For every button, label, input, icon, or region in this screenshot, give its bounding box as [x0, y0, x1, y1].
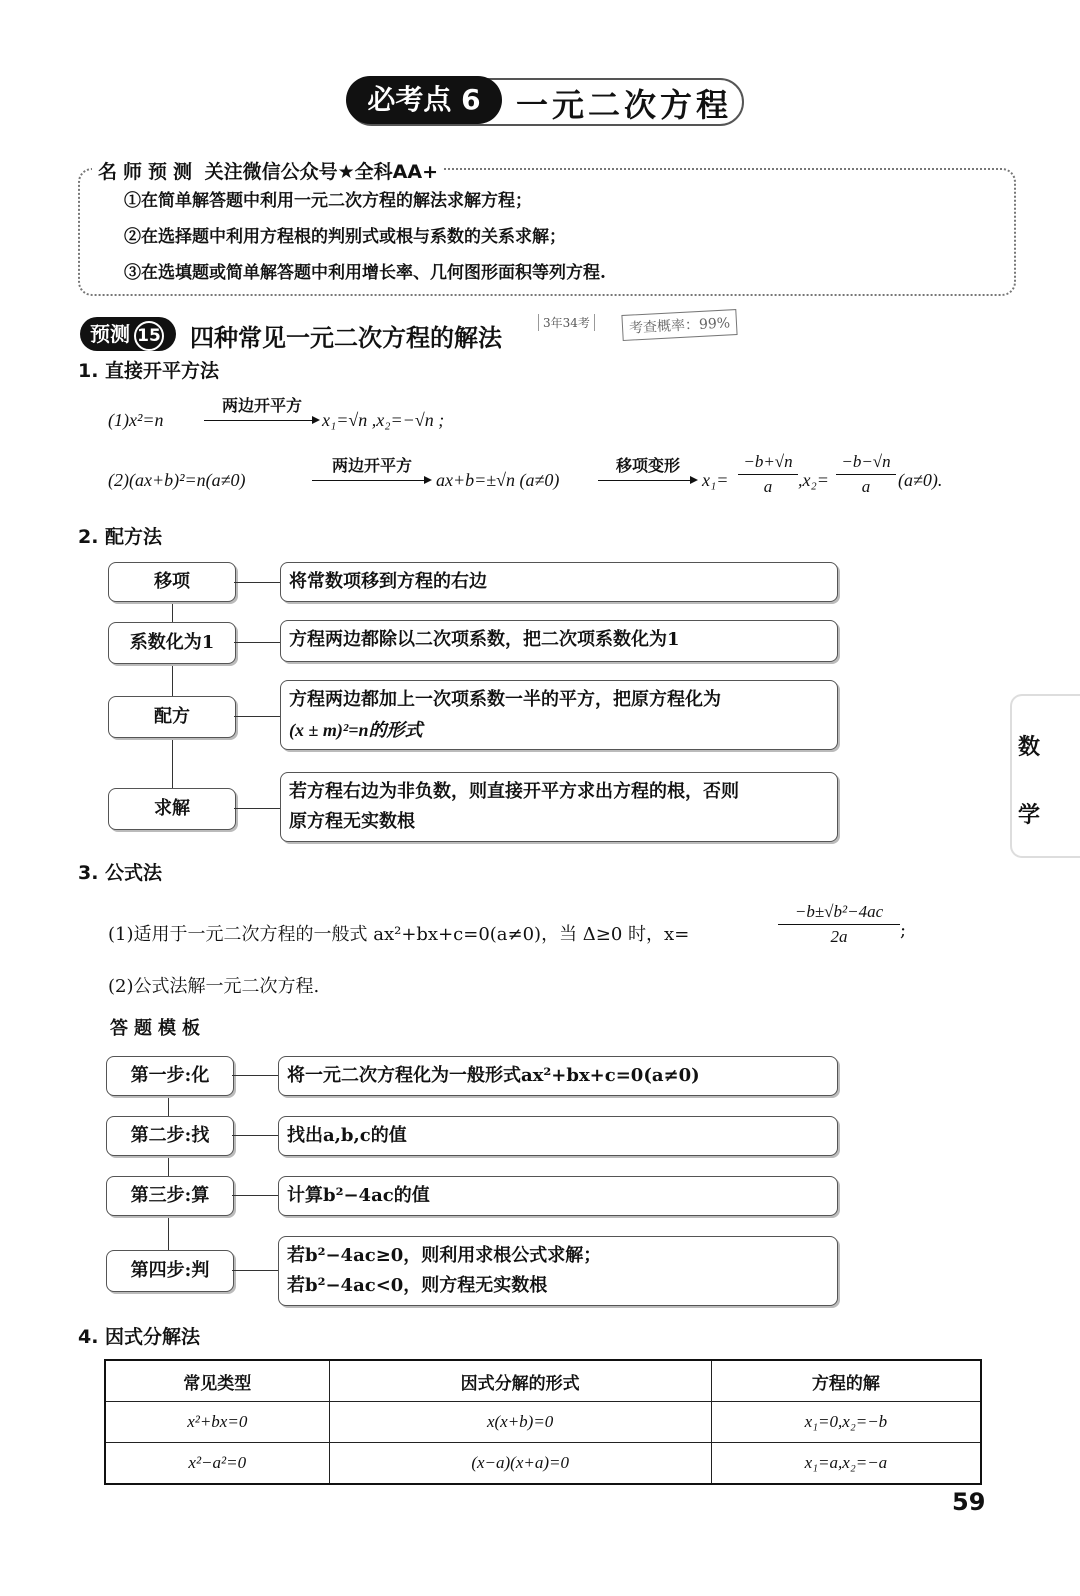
step-normalize: 系数化为1 [108, 622, 236, 664]
page-number: 59 [952, 1488, 986, 1516]
arrow-2 [312, 480, 430, 481]
method1-line1-post: x₁=√n ,x₂=−√n ; [322, 410, 445, 430]
method4-heading: 4. 因式分解法 [78, 1326, 201, 1348]
method1-tail: (a≠0). [898, 470, 943, 490]
desc-step-3: 计算b²−4ac的值 [278, 1176, 838, 1216]
desc-normalize: 方程两边都除以二次项系数，把二次项系数化为1 [280, 620, 838, 662]
prediction-label [92, 157, 444, 184]
method1-line1-pre: (1)x²=n [108, 410, 164, 430]
desc-step-4-b: 若b²−4ac<0，则方程无实数根 [287, 1275, 548, 1296]
desc-solve-2: 原方程无实数根 [289, 811, 415, 832]
section-years: 3年34考 [538, 314, 595, 331]
link-line [232, 1195, 278, 1196]
template-label: 答题模板 [110, 1018, 206, 1039]
prediction-line-1: ①在简单解答题中利用一元二次方程的解法求解方程； [124, 191, 532, 211]
subject-tab [1010, 694, 1080, 858]
arrow-label-sqrt-2: 两边开平方 [331, 456, 412, 475]
table-header-row [105, 1360, 981, 1402]
fraction-bar [778, 924, 900, 925]
desc-transpose: 将常数项移到方程的右边 [280, 562, 838, 602]
method3-line1-tail: ; [900, 920, 907, 941]
table-row [105, 1402, 981, 1443]
section-number: 15 [134, 321, 164, 351]
step-transpose: 移项 [108, 562, 236, 602]
step-solve: 求解 [108, 788, 236, 830]
formula-fraction [778, 902, 900, 947]
desc-complete-square-1: 方程两边都加上一次项系数一半的平方，把原方程化为 [289, 689, 721, 710]
fraction-x2-den: a [861, 477, 871, 496]
method1-line2-mid: ax+b=±√n (a≠0) [436, 470, 560, 490]
desc-step-4-a: 若b²−4ac≥0，则利用求根公式求解； [287, 1245, 602, 1266]
link-line [234, 642, 280, 643]
fraction-bar [738, 474, 798, 475]
subject-char-1: 数 [1018, 734, 1041, 760]
link-line [234, 808, 280, 809]
link-line [234, 716, 280, 717]
method1-x1-label: x₁= [702, 470, 729, 490]
desc-complete-square-2: (x ± m)²=n的形式 [289, 720, 423, 740]
page-title: 一元二次方程 [516, 86, 733, 124]
prediction-tag: 名师预测 [98, 161, 199, 183]
table-row [105, 1443, 981, 1485]
table-cell: (x−a)(x+a)=0 [329, 1443, 711, 1485]
fraction-x2-num: −b−√n [841, 452, 891, 471]
desc-complete-square [280, 680, 838, 750]
method1-heading: 1. 直接开平方法 [78, 360, 220, 382]
arrow-1 [204, 420, 318, 421]
fraction-x1 [738, 452, 798, 497]
desc-step-4 [278, 1236, 838, 1306]
desc-solve [280, 772, 838, 842]
step-4: 第四步:判 [106, 1250, 234, 1292]
desc-solve-1: 若方程右边为非负数，则直接开平方求出方程的根，否则 [289, 781, 739, 802]
method1-line2-pre: (2)(ax+b)²=n(a≠0) [108, 470, 246, 490]
fraction-x2 [836, 452, 896, 497]
method3-line2: (2)公式法解一元二次方程. [108, 976, 320, 997]
fraction-x1-den: a [763, 477, 773, 496]
table-header: 因式分解的形式 [329, 1360, 711, 1402]
arrow-label-transpose: 移项变形 [615, 456, 680, 475]
method3-line1: (1)适用于一元二次方程的一般式 ax²+bx+c=0(a≠0)，当 Δ≥0 时，x= [108, 924, 690, 945]
subject-char-2: 学 [1018, 802, 1041, 828]
follow-text: 关注微信公众号★全科AA+ [204, 161, 439, 183]
table-cell: x(x+b)=0 [329, 1402, 711, 1443]
table-header: 方程的解 [711, 1360, 981, 1402]
link-line [232, 1270, 278, 1271]
method2-heading: 2. 配方法 [78, 526, 163, 548]
table-cell: x₁=0,x₂=−b [711, 1402, 981, 1443]
method3-heading: 3. 公式法 [78, 862, 163, 884]
table-header: 常见类型 [105, 1360, 329, 1402]
factorization-table [104, 1359, 982, 1485]
formula-numerator: −b±√b²−4ac [794, 902, 884, 921]
prediction-line-2: ②在选择题中利用方程根的判别式或根与系数的关系求解； [124, 227, 566, 247]
table-cell: x²−a²=0 [105, 1443, 329, 1485]
formula-denominator: 2a [830, 927, 848, 946]
table-cell: x₁=a,x₂=−a [711, 1443, 981, 1485]
prediction-line-3: ③在选填题或简单解答题中利用增长率、几何图形面积等列方程. [124, 263, 606, 283]
section-title: 四种常见一元二次方程的解法 [190, 324, 502, 352]
step-3: 第三步:算 [106, 1176, 234, 1216]
step-2: 第二步:找 [106, 1116, 234, 1156]
link-line [232, 1135, 278, 1136]
step-complete-square: 配方 [108, 696, 236, 738]
method1-x2-label: ,x₂= [798, 470, 829, 490]
section-badge-label: 预测 [90, 322, 130, 346]
step-1: 第一步:化 [106, 1056, 234, 1096]
link-line [234, 582, 280, 583]
header-badge: 必考点 6 [346, 76, 502, 124]
arrow-3 [598, 480, 696, 481]
link-line [232, 1075, 278, 1076]
desc-step-1: 将一元二次方程化为一般形式ax²+bx+c=0(a≠0) [278, 1056, 838, 1096]
section-badge [80, 317, 176, 351]
table-cell: x²+bx=0 [105, 1402, 329, 1443]
section-probability: 考查概率：99% [621, 309, 737, 341]
arrow-label-sqrt: 两边开平方 [221, 396, 302, 415]
desc-step-2: 找出a,b,c的值 [278, 1116, 838, 1156]
fraction-bar [836, 474, 896, 475]
fraction-x1-num: −b+√n [743, 452, 793, 471]
